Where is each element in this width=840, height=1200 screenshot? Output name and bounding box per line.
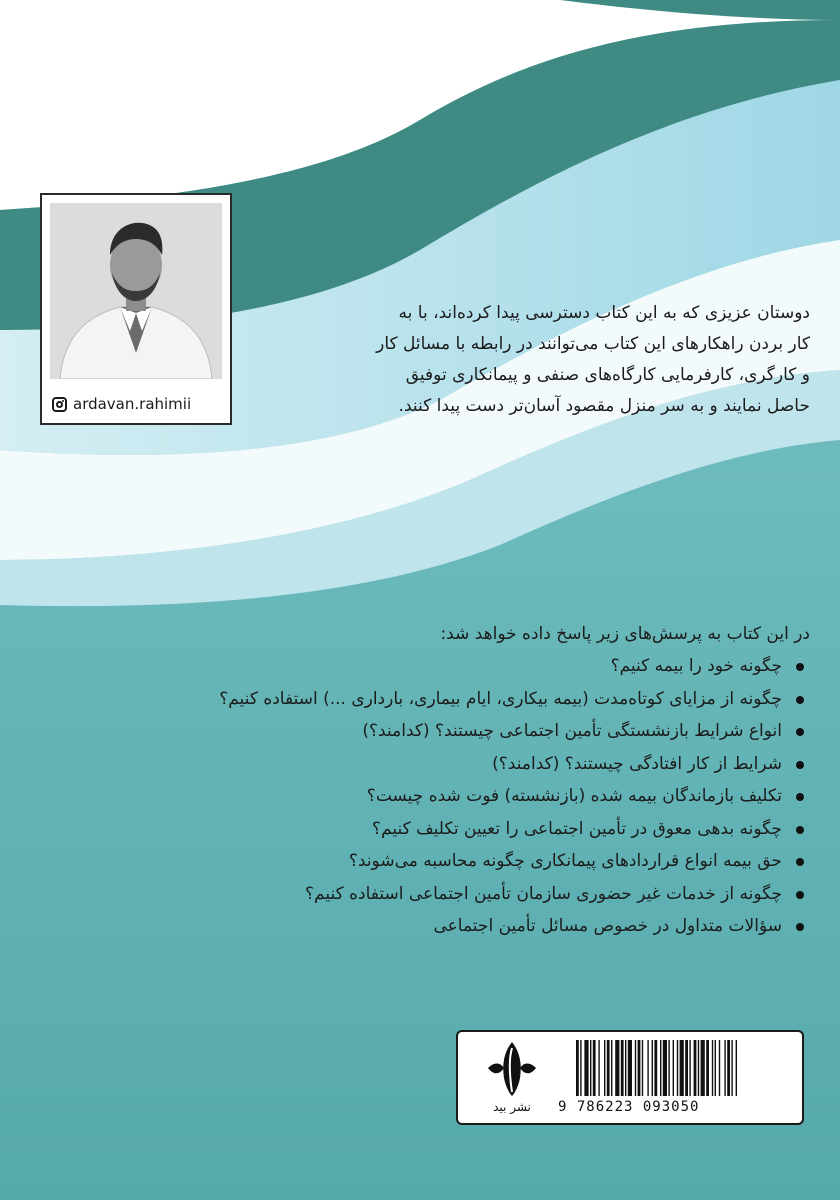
barcode-bar (698, 1040, 699, 1096)
question-text: انواع شرایط بازنشستگی تأمین اجتماعی چیستند؟ (کدامند؟) (362, 721, 782, 741)
questions-title: در این کتاب به پرسش‌های زیر پاسخ داده خواهد شد: (440, 624, 810, 644)
bullet-icon (796, 923, 804, 931)
isbn-barcode-box (456, 1030, 804, 1125)
barcode-bar (660, 1040, 661, 1096)
barcode-bars (576, 1040, 796, 1098)
author-photo-card (40, 193, 232, 425)
question-text: حق بیمه انواع قراردادهای پیمانکاری چگونه محاسبه می‌شوند؟ (348, 851, 782, 871)
barcode-bar (604, 1040, 605, 1096)
willow-leaf-logo (468, 1038, 556, 1098)
barcode-bar (590, 1040, 591, 1096)
intro-line: و کارگری، کارفرمایی کارگاه‌های صنفی و پیمانکاری توفیق (405, 365, 810, 385)
isbn-number: 9 786223 093050 (558, 1099, 700, 1115)
question-text: شرایط از کار افتادگی چیستند؟ (کدامند؟) (492, 753, 782, 774)
intro-paragraph (265, 298, 810, 422)
barcode-bar (593, 1040, 596, 1096)
barcode-bar (731, 1040, 732, 1096)
bullet-icon (796, 728, 804, 736)
barcode-bar (701, 1040, 705, 1096)
barcode-bar (689, 1040, 690, 1096)
barcode-bar (615, 1040, 619, 1096)
barcode-bar (694, 1040, 697, 1096)
question-item (168, 683, 808, 716)
intro-line: کار بردن راهکارهای این کتاب می‌توانند در رابطه با مسائل کار (376, 334, 810, 354)
intro-line: حاصل نمایند و به سر منزل مقصود آسان‌تر دست پیدا کنند. (398, 396, 810, 416)
barcode-bar (638, 1040, 641, 1096)
barcode-bar (607, 1040, 610, 1096)
barcode-bar (598, 1040, 599, 1096)
question-item (168, 878, 808, 911)
barcode-bar (628, 1040, 632, 1096)
author-portrait (50, 203, 222, 379)
barcode-bar (663, 1040, 667, 1096)
question-text: چگونه از خدمات غیر حضوری سازمان تأمین اجتماعی استفاده کنیم؟ (305, 883, 782, 904)
question-text: چگونه از مزایای کوتاه‌مدت (بیمه بیکاری، ایام بیماری، بارداری ...) استفاده کنیم؟ (219, 688, 782, 709)
question-item (168, 650, 808, 683)
barcode-bar (685, 1040, 688, 1096)
barcode-bar (736, 1040, 737, 1096)
barcode-bar (647, 1040, 648, 1096)
barcode-bar (580, 1040, 581, 1096)
barcode-bar (611, 1040, 612, 1096)
publisher-logo (468, 1038, 556, 1120)
questions-list (168, 650, 808, 943)
barcode-bar (668, 1040, 669, 1096)
question-text: چگونه بدهی معوق در تأمین اجتماعی را تعیین تکلیف کنیم؟ (371, 818, 782, 839)
question-item (168, 910, 808, 943)
barcode-bar (635, 1040, 636, 1096)
question-item (168, 780, 808, 813)
barcode-bar (621, 1040, 624, 1096)
question-item (168, 845, 808, 878)
instagram-handle[interactable] (52, 393, 191, 415)
question-text: چگونه خود را بیمه کنیم؟ (610, 656, 782, 676)
instagram-icon (52, 397, 67, 412)
barcode-bar (673, 1040, 674, 1096)
publisher-name: نشر بید (493, 1100, 531, 1114)
bullet-icon (796, 826, 804, 834)
bullet-icon (796, 663, 804, 671)
barcode-bar (727, 1040, 730, 1096)
bullet-icon (796, 891, 804, 899)
barcode-bar (584, 1040, 588, 1096)
barcode-bar (652, 1040, 653, 1096)
question-text: تکلیف بازماندگان بیمه شده (بازنشسته) فوت شده چیست؟ (366, 786, 782, 806)
barcode-bar (680, 1040, 684, 1096)
bullet-icon (796, 696, 804, 704)
bullet-icon (796, 793, 804, 801)
bullet-icon (796, 858, 804, 866)
bullet-icon (796, 761, 804, 769)
question-item (168, 748, 808, 781)
barcode-bar (706, 1040, 709, 1096)
barcode-bar (625, 1040, 626, 1096)
barcode-bar (576, 1040, 579, 1096)
barcode-bar (724, 1040, 725, 1096)
barcode-bar (654, 1040, 657, 1096)
instagram-handle-text: ardavan.rahimii (73, 395, 192, 413)
barcode-bar (642, 1040, 643, 1096)
question-text: سؤالات متداول در خصوص مسائل تأمین اجتماعی (433, 916, 782, 936)
question-item (168, 715, 808, 748)
question-item (168, 813, 808, 846)
barcode-bar (677, 1040, 678, 1096)
barcode-bar (719, 1040, 720, 1096)
barcode-bar (712, 1040, 713, 1096)
barcode-bar (715, 1040, 716, 1096)
intro-line: دوستان عزیزی که به این کتاب دسترسی پیدا کرده‌اند، با به (398, 303, 810, 323)
portrait-illustration (50, 203, 222, 379)
